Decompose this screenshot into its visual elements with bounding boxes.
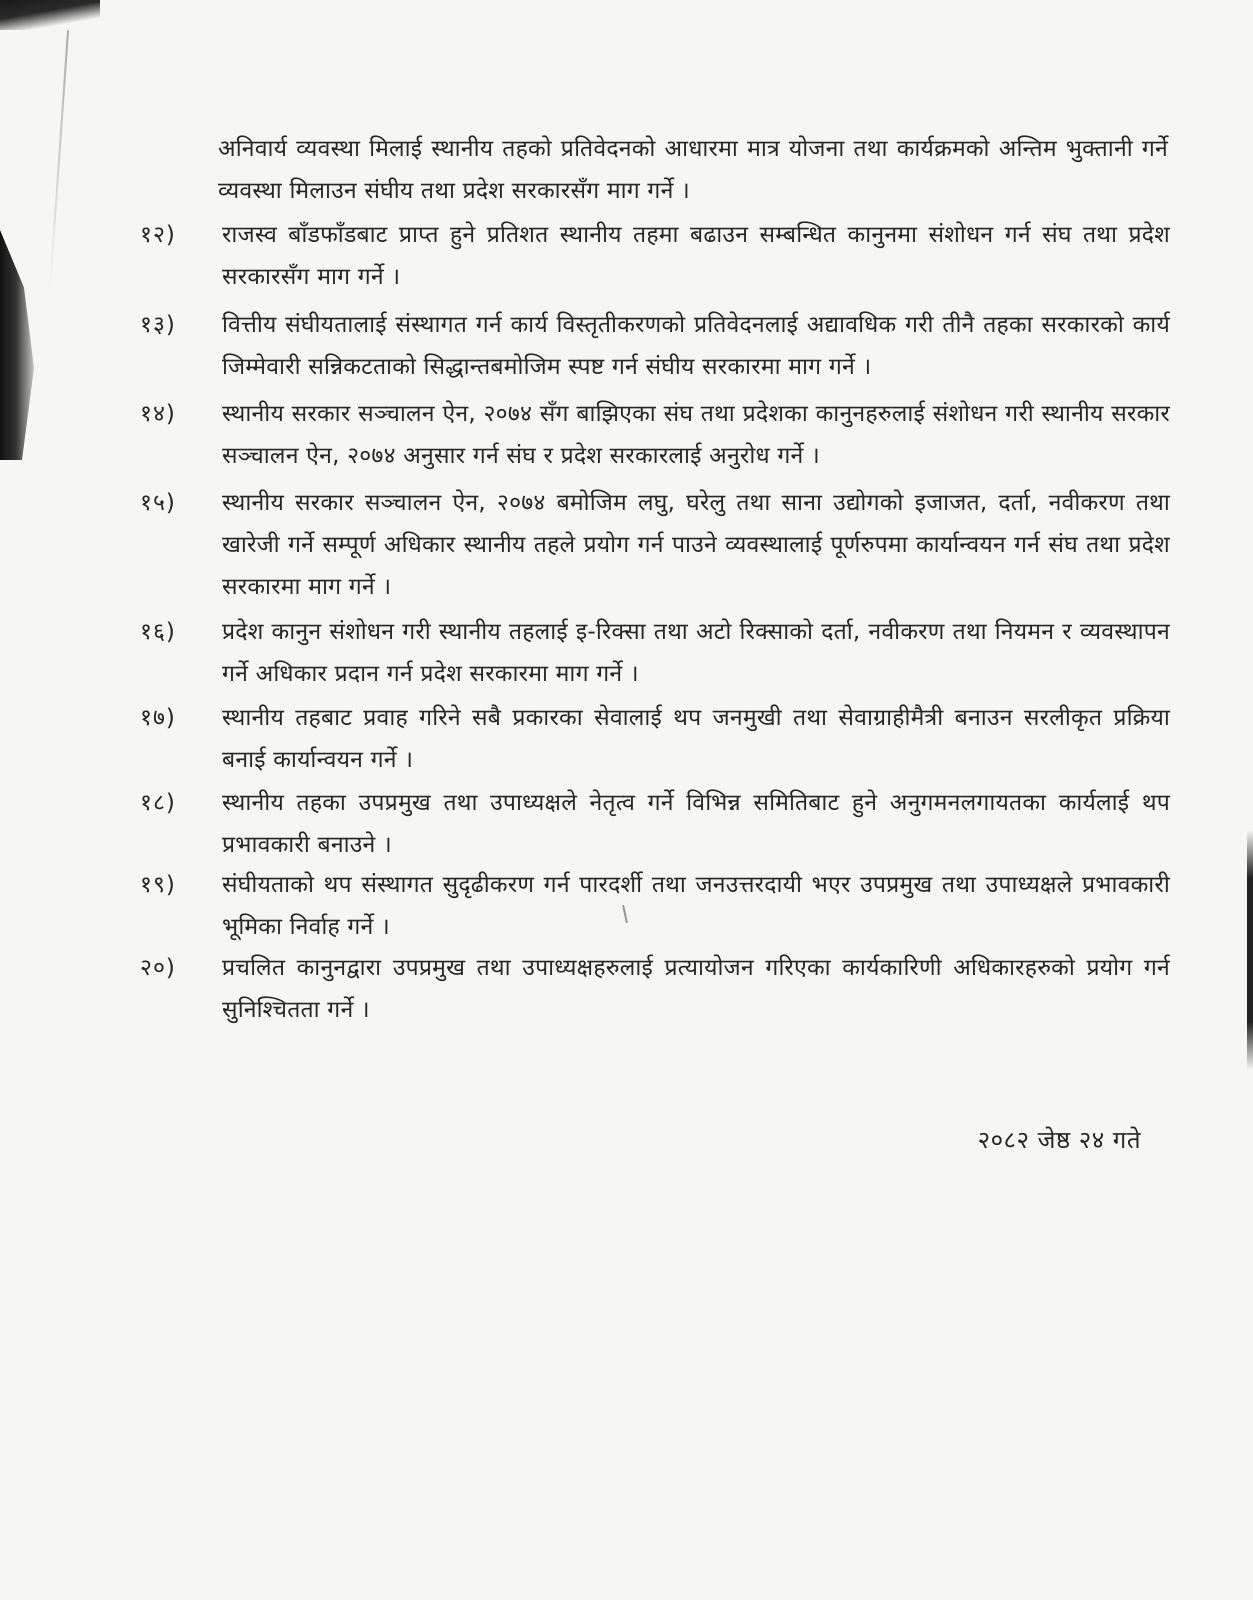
item-number: १६) <box>140 619 176 645</box>
item-text: प्रदेश कानुन संशोधन गरी स्थानीय तहलाई इ-रिक्सा तथा अटो रिक्साको दर्ता, नवीकरण तथा नियमन र व्यवस्थापन गर्ने अधिकार प्रदान गर्न प्रदेश सरकारमा माग गर्ने । <box>222 619 1170 687</box>
scan-edge-shadow-right <box>1247 830 1253 1070</box>
list-item-15 <box>140 482 1170 608</box>
item-text: वित्तीय संघीयतालाई संस्थागत गर्न कार्य विस्तृतीकरणको प्रतिवेदनलाई अद्यावधिक गरी तीनै तहका सरकारको कार्य जिम्मेवारी सन्निकटताको सिद्धान्तबमोजिम स्पष्ट गर्न संघीय सरकारमा माग गर्ने । <box>222 312 1170 380</box>
item-text: स्थानीय तहबाट प्रवाह गरिने सबै प्रकारका सेवालाई थप जनमुखी तथा सेवाग्राहीमैत्री बनाउन सरलीकृत प्रक्रिया बनाई कार्यान्वयन गर्ने । <box>222 705 1170 773</box>
scan-edge-shadow-top <box>0 0 100 30</box>
document-date: २०८२ जेष्ठ २४ गते <box>977 1126 1141 1154</box>
item-number: १५) <box>140 490 176 516</box>
list-item-16 <box>140 611 1170 695</box>
list-item-19 <box>140 864 1170 948</box>
item-number: १९) <box>140 872 176 898</box>
item-number: १२) <box>140 222 176 248</box>
list-item-13 <box>140 304 1170 388</box>
item-text: स्थानीय तहका उपप्रमुख तथा उपाध्यक्षले नेतृत्व गर्ने विभिन्न समितिबाट हुने अनुगमनलगायतका कार्यलाई थप प्रभावकारी बनाउने । <box>222 790 1170 858</box>
item-number: १३) <box>140 312 176 338</box>
list-item-17 <box>140 697 1170 781</box>
scan-edge-shadow-left <box>0 230 40 460</box>
item-text: स्थानीय सरकार सञ्चालन ऐन, २०७४ बमोजिम लघु, घरेलु तथा साना उद्योगको इजाजत, दर्ता, नवीकरण तथा खारेजी गर्ने सम्पूर्ण अधिकार स्थानीय तहले प्रयोग गर्न पाउने व्यवस्थालाई पूर्णरुपमा कार्यान्वयन गर्न संघ तथा प्रदेश सरकारमा माग गर्ने । <box>222 490 1170 600</box>
scan-edge-line <box>49 30 69 290</box>
list-item-20 <box>140 947 1170 1031</box>
item-text: स्थानीय सरकार सञ्चालन ऐन, २०७४ सँग बाझिएका संघ तथा प्रदेशका कानुनहरुलाई संशोधन गरी स्थानीय सरकार सञ्चालन ऐन, २०७४ अनुसार गर्न संघ र प्रदेश सरकारलाई अनुरोध गर्ने । <box>222 401 1170 469</box>
continuation-paragraph: अनिवार्य व्यवस्था मिलाई स्थानीय तहको प्रतिवेदनको आधारमा मात्र योजना तथा कार्यक्रमको अन्तिम भुक्तानी गर्ने व्यवस्था मिलाउन संघीय तथा प्रदेश सरकारसँग माग गर्ने । <box>218 136 1168 204</box>
item-text: संघीयताको थप संस्थागत सुदृढीकरण गर्न पारदर्शी तथा जनउत्तरदायी भएर उपप्रमुख तथा उपाध्यक्षले प्रभावकारी भूमिका निर्वाह गर्ने । <box>222 872 1170 940</box>
item-text: प्रचलित कानुनद्वारा उपप्रमुख तथा उपाध्यक्षहरुलाई प्रत्यायोजन गरिएका कार्यकारिणी अधिकारहरुको प्रयोग गर्न सुनिश्चितता गर्ने । <box>222 955 1170 1023</box>
item-number: १८) <box>140 790 176 816</box>
item-text: राजस्व बाँडफाँडबाट प्राप्त हुने प्रतिशत स्थानीय तहमा बढाउन सम्बन्धित कानुनमा संशोधन गर्न संघ तथा प्रदेश सरकारसँग माग गर्ने । <box>222 222 1170 290</box>
item-number: १४) <box>140 401 176 427</box>
list-item-12 <box>140 214 1170 298</box>
item-number: १७) <box>140 705 176 731</box>
list-item-18 <box>140 782 1170 866</box>
list-item-14 <box>140 393 1170 477</box>
item-number: २०) <box>140 955 176 981</box>
